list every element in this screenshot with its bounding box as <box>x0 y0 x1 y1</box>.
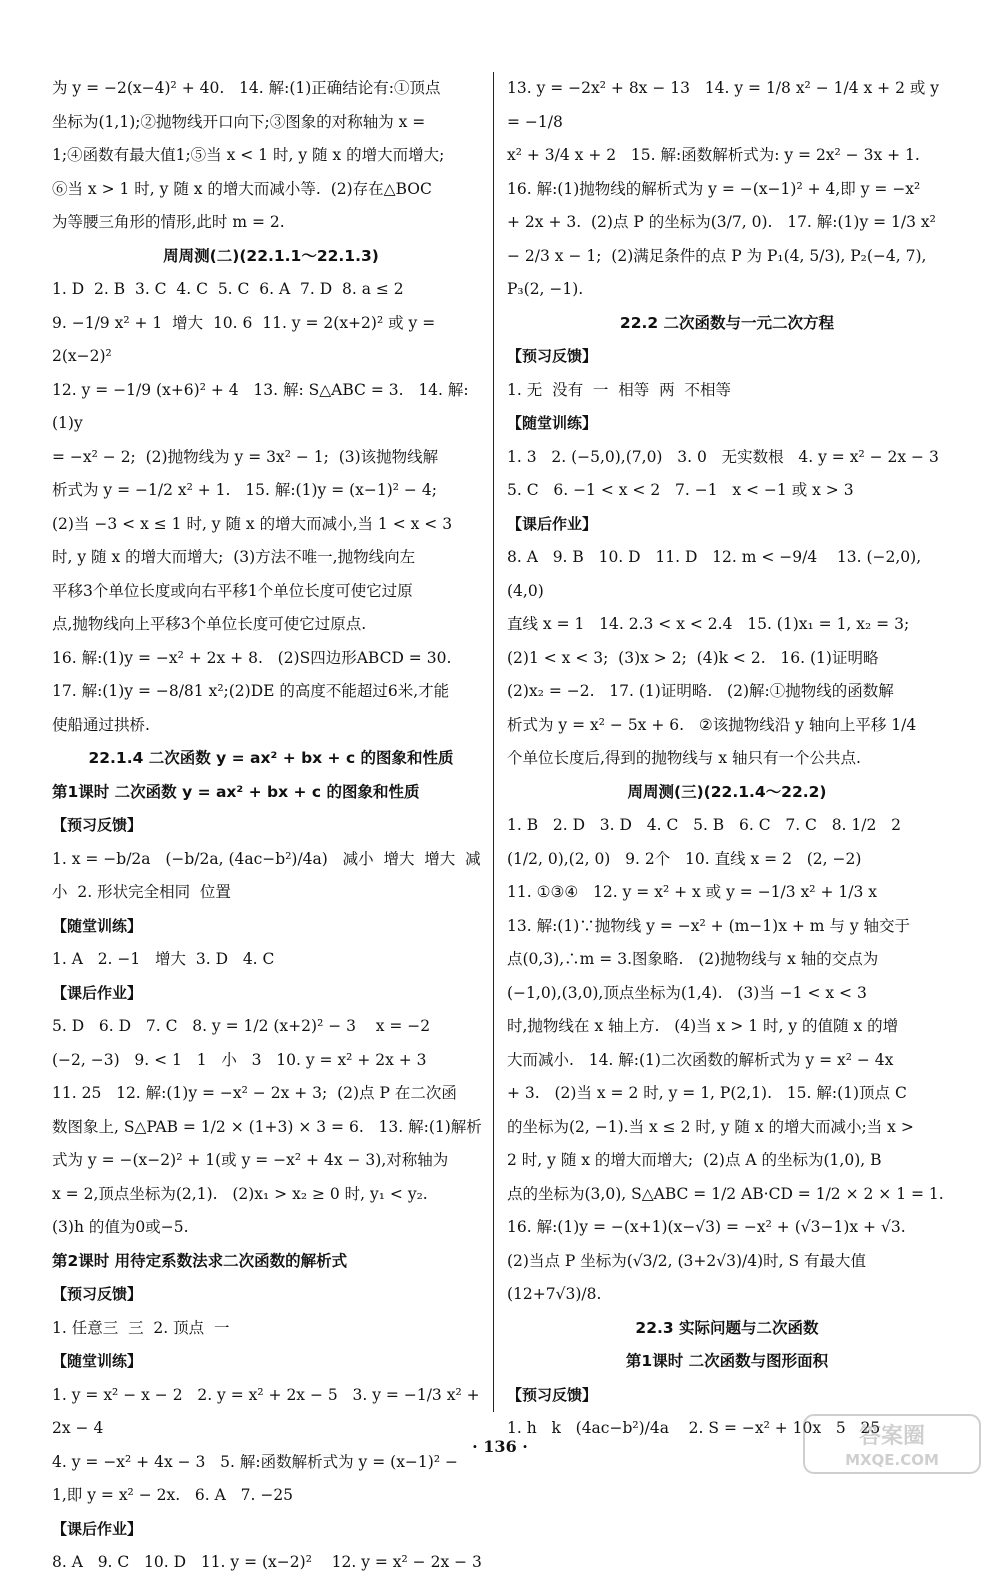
right-tag-36: 【预习反馈】 <box>507 1385 598 1404</box>
svg-text:MXQE.COM: MXQE.COM <box>845 1451 939 1469</box>
right-line-26: 时,抛物线在 x 轴上方. (4)当 x > 1 时, y 的值随 x 的增 <box>507 1017 899 1035</box>
right-line-25: (−1,0),(3,0),顶点坐标为(1,4). (3)当 −1 < x < 3 <box>507 983 867 1002</box>
left-line-26: 5. D 6. D 7. C 8. y = 1/2 (x+2)² − 3 x = −2 <box>52 1017 431 1035</box>
left-heading-5: 周周测(二)(22.1.1～22.1.3) <box>163 246 379 265</box>
left-line-7: 9. −1/9 x² + 1 增大 10. 6 11. y = 2(x+2)² 或 y = 2(x−2)² <box>52 313 441 365</box>
left-column <box>52 72 490 1580</box>
right-heading-6: 22.2 二次函数与一元二次方程 <box>619 313 835 332</box>
left-line-24: 1. A 2. −1 增大 3. D 4. C <box>52 950 275 968</box>
left-line-28: 11. 25 12. 解:(1)y = −x² − 2x + 3; (2)点 P 在二次函 <box>52 1084 457 1102</box>
left-line-38: 4. y = −x² + 4x − 3 5. 解:函数解析式为 y = (x−1)² − <box>52 1452 458 1471</box>
right-line-15: (2)1 < x < 3; (3)x > 2; (4)k < 2. 16. (1)证明略 <box>507 648 879 667</box>
left-line-29: 数图象上, S△PAB = 1/2 × (1+3) × 3 = 6. 13. 解:(1)解析 <box>52 1117 482 1136</box>
right-line-29: 的坐标为(2, −1).当 x ≤ 2 时, y 随 x 的增大而减小;当 x > <box>507 1117 914 1136</box>
left-line-2: 1;④函数有最大值1;⑤当 x < 1 时, y 随 x 的增大而增大; <box>52 146 445 164</box>
right-line-24: 点(0,3),∴m = 3.图象略. (2)抛物线与 x 轴的交点为 <box>507 950 879 968</box>
left-tag-34: 【预习反馈】 <box>52 1285 143 1303</box>
right-heading-19: 周周测(三)(22.1.4～22.2) <box>627 782 827 801</box>
right-line-20: 1. B 2. D 3. D 4. C 5. B 6. C 7. C 8. 1/2 2 <box>507 816 901 834</box>
left-tag-40: 【课后作业】 <box>52 1519 143 1538</box>
svg-text:答案圈: 答案圈 <box>858 1424 926 1449</box>
left-line-21: 1. x = −b/2a (−b/2a, (4ac−b²)/4a) 减小 增大 增大 减 <box>52 849 481 868</box>
left-line-15: 16. 解:(1)y = −x² + 2x + 8. (2)S四边形ABCD = 30. <box>52 648 452 667</box>
left-line-37: 1. y = x² − x − 2 2. y = x² + 2x − 5 3. y = −1/3 x² + 2x − 4 <box>52 1385 485 1437</box>
page-number: · 136 · <box>472 1437 528 1456</box>
right-line-37: 1. h k (4ac−b²)/4a 2. S = −x² + 10x 5 25 <box>507 1419 881 1437</box>
left-line-9: = −x² − 2; (2)抛物线为 y = 3x² − 1; (3)该抛物线解 <box>52 447 439 466</box>
right-heading-34: 22.3 实际问题与二次函数 <box>635 1318 819 1337</box>
left-line-22: 小 2. 形状完全相同 位置 <box>52 883 231 901</box>
left-subheading-33: 第2课时 用待定系数法求二次函数的解析式 <box>52 1251 348 1270</box>
right-line-18: 个单位长度后,得到的抛物线与 x 轴只有一个公共点. <box>507 749 861 767</box>
left-line-11: (2)当 −3 < x ≤ 1 时, y 随 x 的增大而减小,当 1 < x < 3 <box>52 514 453 533</box>
right-line-2: 16. 解:(1)抛物线的解析式为 y = −(x−1)² + 4,即 y = −x² <box>507 179 921 198</box>
left-tag-20: 【预习反馈】 <box>52 816 143 834</box>
right-line-14: 直线 x = 1 14. 2.3 < x < 2.4 15. (1)x₁ = 1, x₂ = 3; <box>507 615 910 633</box>
right-tag-12: 【课后作业】 <box>507 514 598 533</box>
left-line-1: 坐标为(1,1);②抛物线开口向下;③图象的对称轴为 x = <box>52 112 426 131</box>
right-line-0: 13. y = −2x² + 8x − 13 14. y = 1/8 x² − 1/4 x + 2 或 y = −1/8 <box>507 79 944 131</box>
column-divider <box>493 72 494 1412</box>
right-column <box>507 72 947 1446</box>
left-line-4: 为等腰三角形的情形,此时 m = 2. <box>52 213 285 231</box>
right-line-3: + 2x + 3. (2)点 P 的坐标为(3/7, 0). 17. 解:(1)y = 1/3 x² <box>507 213 936 231</box>
left-tag-25: 【课后作业】 <box>52 983 143 1002</box>
right-line-32: 16. 解:(1)y = −(x+1)(x−√3) = −x² + (√3−1)x + √3. <box>507 1218 906 1236</box>
left-subheading-19: 第1课时 二次函数 y = ax² + bx + c 的图象和性质 <box>52 782 420 801</box>
left-line-6: 1. D 2. B 3. C 4. C 5. C 6. A 7. D 8. a ≤ 2 <box>52 280 404 298</box>
right-line-22: 11. ①③④ 12. y = x² + x 或 y = −1/3 x² + 1/3 x <box>507 883 877 901</box>
left-line-10: 析式为 y = −1/2 x² + 1. 15. 解:(1)y = (x−1)² − 4; <box>52 481 437 499</box>
right-line-11: 5. C 6. −1 < x < 2 7. −1 x < −1 或 x > 3 <box>507 481 854 499</box>
right-tag-9: 【随堂训练】 <box>507 414 598 432</box>
right-tag-7: 【预习反馈】 <box>507 347 598 365</box>
left-line-30: 式为 y = −(x−2)² + 1(或 y = −x² + 4x − 3),对称轴为 <box>52 1151 449 1169</box>
left-line-27: (−2, −3) 9. < 1 1 小 3 10. y = x² + 2x + 3 <box>52 1050 427 1069</box>
right-line-17: 析式为 y = x² − 5x + 6. ②该抛物线沿 y 轴向上平移 1/4 <box>507 715 917 734</box>
right-line-21: (1/2, 0),(2, 0) 9. 2个 10. 直线 x = 2 (2, −2) <box>507 849 862 868</box>
left-line-16: 17. 解:(1)y = −8/81 x²;(2)DE 的高度不能超过6米,才能 <box>52 682 450 700</box>
left-line-35: 1. 任意三 三 2. 顶点 一 <box>52 1318 230 1337</box>
right-line-33: (2)当点 P 坐标为(√3/2, (3+2√3)/4)时, S 有最大值 (12+7√3)/8. <box>507 1251 871 1303</box>
left-tag-23: 【随堂训练】 <box>52 916 143 935</box>
right-line-23: 13. 解:(1)∵抛物线 y = −x² + (m−1)x + m 与 y 轴交于 <box>507 916 911 935</box>
left-line-12: 时, y 随 x 的增大而增大; (3)方法不唯一,抛物线向左 <box>52 548 416 566</box>
left-heading-18: 22.1.4 二次函数 y = ax² + bx + c 的图象和性质 <box>88 749 454 767</box>
left-line-13: 平移3个单位长度或向右平移1个单位长度可使它过原 <box>52 581 413 600</box>
right-line-4: − 2/3 x − 1; (2)满足条件的点 P 为 P₁(4, 5/3), P₂(−4, 7), <box>507 246 927 265</box>
watermark-logo-icon <box>802 1413 982 1475</box>
left-line-17: 使船通过拱桥. <box>52 715 150 734</box>
right-line-5: P₃(2, −1). <box>507 280 584 298</box>
right-line-13: 8. A 9. B 10. D 11. D 12. m < −9/4 13. (−2,0),(4,0) <box>507 548 922 600</box>
left-line-39: 1,即 y = x² − 2x. 6. A 7. −25 <box>52 1486 294 1504</box>
right-line-27: 大而减小. 14. 解:(1)二次函数的解析式为 y = x² − 4x <box>507 1050 894 1069</box>
right-line-10: 1. 3 2. (−5,0),(7,0) 3. 0 无实数根 4. y = x² − 2x − 3 <box>507 447 939 466</box>
right-line-16: (2)x₂ = −2. 17. (1)证明略. (2)解:①抛物线的函数解 <box>507 682 894 700</box>
right-heading-35: 第1课时 二次函数与图形面积 <box>625 1352 829 1370</box>
left-line-31: x = 2,顶点坐标为(2,1). (2)x₁ > x₂ ≥ 0 时, y₁ < y₂. <box>52 1184 428 1203</box>
left-line-8: 12. y = −1/9 (x+6)² + 4 13. 解: S△ABC = 3. 14. 解:(1)y <box>52 380 469 432</box>
left-line-14: 点,抛物线向上平移3个单位长度可使它过原点. <box>52 615 367 633</box>
left-tag-36: 【随堂训练】 <box>52 1352 143 1370</box>
left-line-0: 为 y = −2(x−4)² + 40. 14. 解:(1)正确结论有:①顶点 <box>52 79 441 97</box>
right-line-8: 1. 无 没有 一 相等 两 不相等 <box>507 380 731 399</box>
left-line-3: ⑥当 x > 1 时, y 随 x 的增大而减小等. (2)存在△BOC <box>52 179 432 198</box>
left-line-41: 8. A 9. C 10. D 11. y = (x−2)² 12. y = x² − 2x − 3 <box>52 1553 482 1571</box>
right-line-30: 2 时, y 随 x 的增大而增大; (2)点 A 的坐标为(1,0), B <box>507 1151 882 1169</box>
right-line-31: 点的坐标为(3,0), S△ABC = 1/2 AB·CD = 1/2 × 2 × 1 = 1. <box>507 1184 944 1203</box>
right-line-28: + 3. (2)当 x = 2 时, y = 1, P(2,1). 15. 解:(1)顶点 C <box>507 1084 907 1102</box>
right-line-1: x² + 3/4 x + 2 15. 解:函数解析式为: y = 2x² − 3x + 1. <box>507 146 920 164</box>
left-line-32: (3)h 的值为0或−5. <box>52 1218 189 1236</box>
